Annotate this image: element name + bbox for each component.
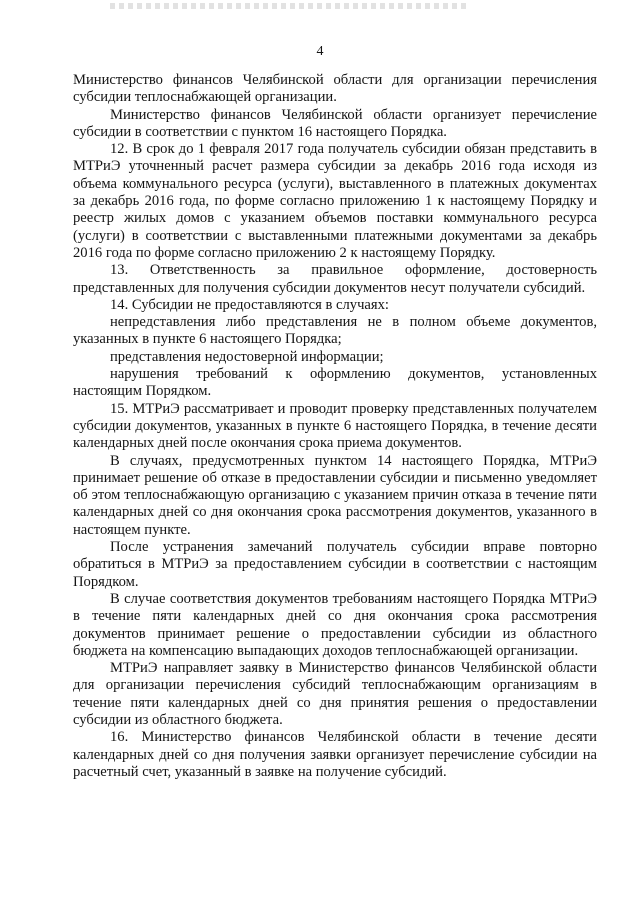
paragraph: МТРиЭ направляет заявку в Министерство финансов Челябинской области для организации перечисления субсидий теплоснабжающим организациям в течение пяти календарных дней со дня принятия решения о предоставлении субсидии из областного бюджета. — [73, 660, 597, 728]
paragraph: В случаях, предусмотренных пунктом 14 настоящего Порядка, МТРиЭ принимает решение об отказе в предоставлении субсидии и письменно уведомляет об этом теплоснабжающую организацию с указанием причин отказа в течение пяти календарных дней со дня окончания срока рассмотрения документов, указанного в настоящем пункте. — [73, 452, 597, 538]
paragraph-item-12: 12. В срок до 1 февраля 2017 года получатель субсидии обязан представить в МТРиЭ уточненный расчет размера субсидии за декабрь 2016 года исходя из объема коммунального ресурса (услуги), выставленного в платежных документах за декабрь 2016 года, по форме согласно приложению 1 к настоящему Порядку и реестр жилых домов с указанием объемов поставки коммунального ресурса (услуги) в соответствии с выставленными платежными документами за декабрь 2016 года по форме согласно приложению 2 к настоящему Порядку. — [73, 141, 597, 261]
paragraph: Министерство финансов Челябинской области организует перечисление субсидии в соответствии с пунктом 16 настоящего Порядка. — [73, 106, 597, 140]
paragraph-subitem: нарушения требований к оформлению документов, установленных настоящим Порядком. — [73, 366, 597, 400]
scan-header-artifact — [110, 3, 470, 9]
paragraph-item-14: 14. Субсидии не предоставляются в случаях: — [110, 296, 389, 313]
paragraph-item-16: 16. Министерство финансов Челябинской области в течение десяти календарных дней со дня получения заявки организует перечисление субсидии на расчетный счет, указанный в заявке на получение субсидий. — [73, 729, 597, 780]
paragraph-item-13: 13. Ответственность за правильное оформление, достоверность представленных для получения субсидии документов несут получатели субсидий. — [73, 262, 597, 296]
paragraph-continuation: Министерство финансов Челябинской области для организации перечисления субсидии теплоснабжающей организации. — [73, 72, 597, 106]
paragraph: В случае соответствия документов требованиям настоящего Порядка МТРиЭ в течение пяти календарных дней со дня окончания срока рассмотрения документов принимает решение о предоставлении субсидии из областного бюджета на компенсацию выпадающих доходов теплоснабжающей организации. — [73, 590, 597, 659]
paragraph-subitem: представления недостоверной информации; — [110, 348, 384, 365]
page-number: 4 — [316, 44, 324, 59]
paragraph: После устранения замечаний получатель субсидии вправе повторно обратиться в МТРиЭ за предоставлением субсидии в соответствии с настоящим Порядком. — [73, 539, 597, 590]
paragraph-subitem: непредставления либо представления не в полном объеме документов, указанных в пункте 6 настоящего Порядка; — [73, 314, 597, 348]
document-body — [73, 72, 597, 781]
paragraph-item-15: 15. МТРиЭ рассматривает и проводит проверку представленных получателем субсидии документов, указанных в пункте 6 настоящего Порядка, в течение десяти календарных дней после окончания срока приема документов. — [73, 400, 597, 452]
